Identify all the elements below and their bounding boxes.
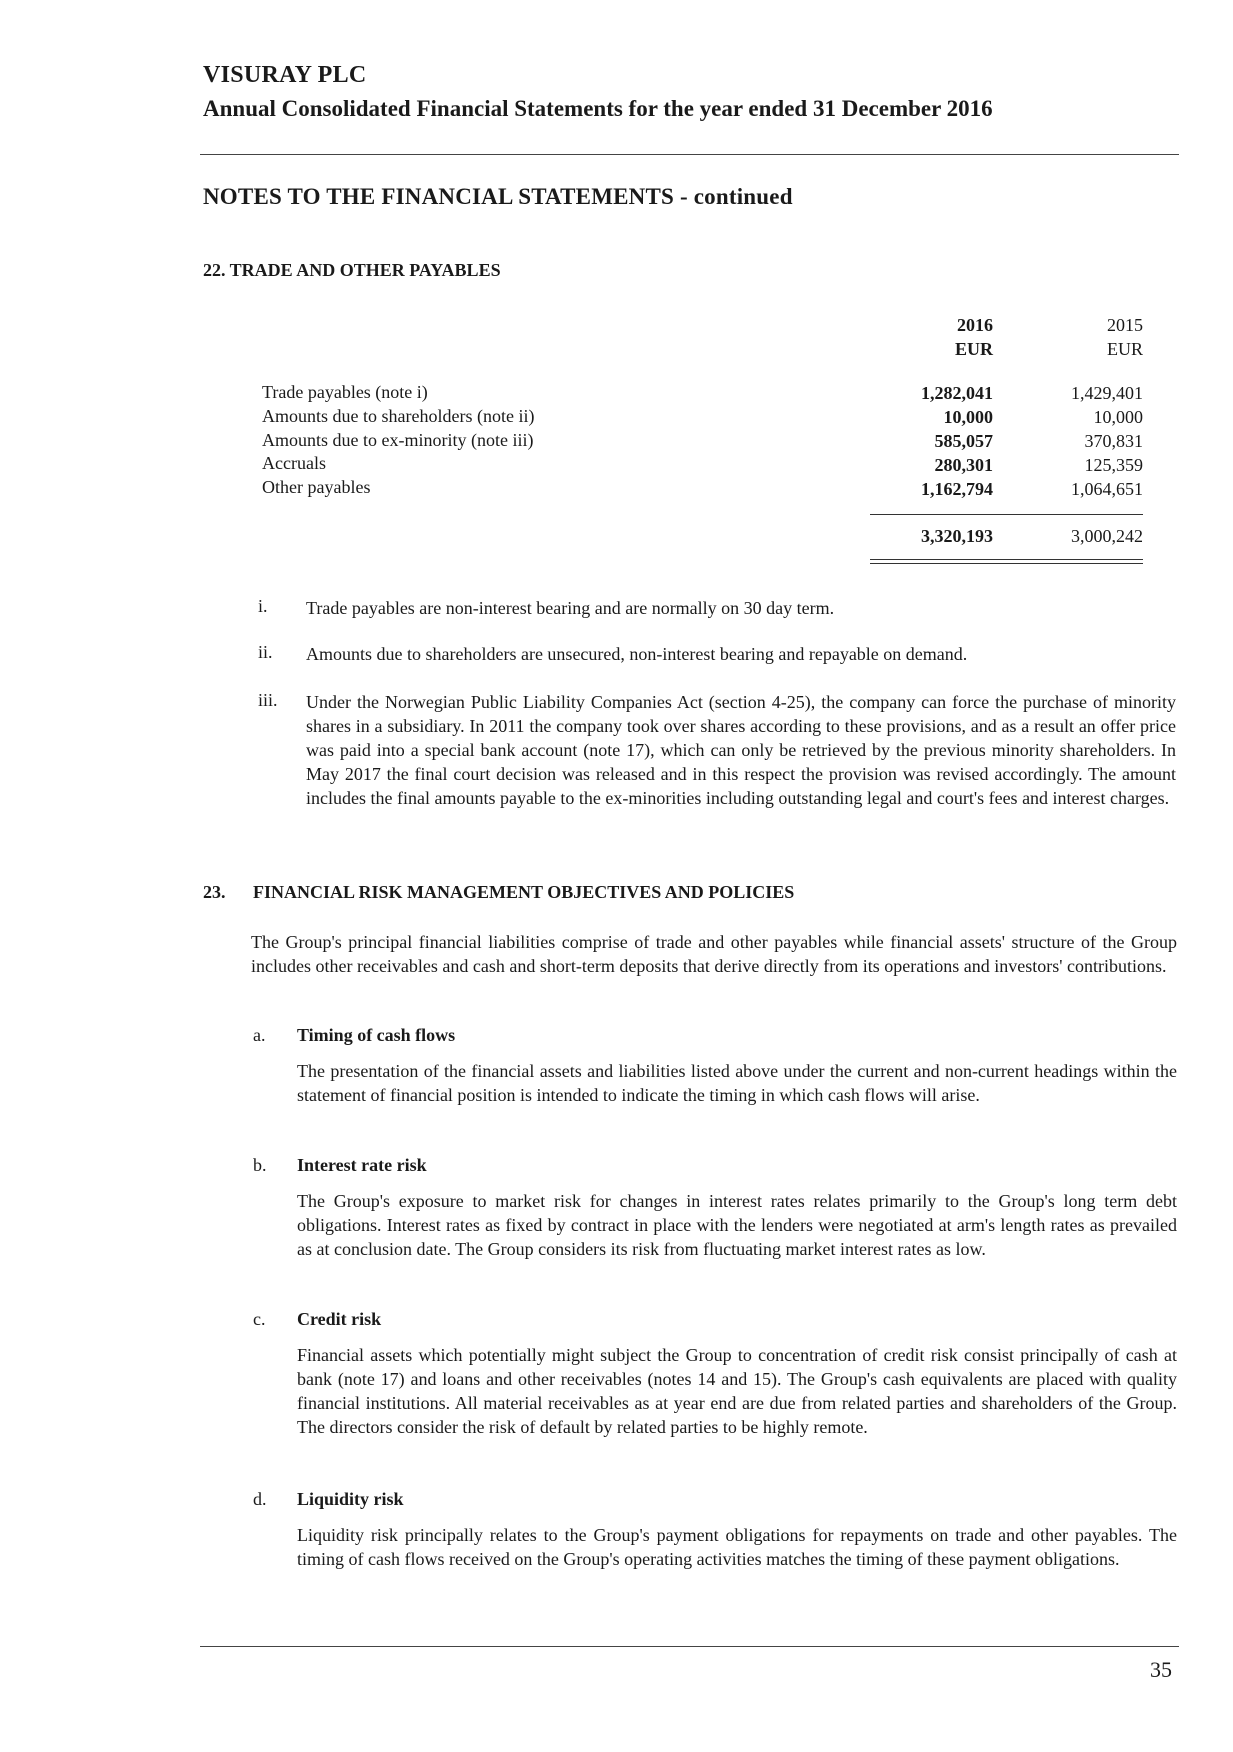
note-text: Under the Norwegian Public Liability Companies Act (section 4-25), the company can force the purchase of minority shares in a subsidiary. In 2011 the company took over shares according to these provisions, and as a result an offer price was paid into a special bank account (note 17), which can only be retrieved by the previous minority shareholders. In May 2017 the final court decision was released and in this respect the provision was revised accordingly. The amount includes the final amounts payable to the ex-minorities including outstanding legal and court's fees and interest charges.	[306, 692, 1176, 808]
row-label: Trade payables (note i)	[262, 382, 428, 402]
risk-text: Financial assets which potentially might subject the Group to concentration of credit risk consist principally of cash at bank (note 17) and loans and other receivables (notes 14 and 15). The Group's cash equivalents are placed with quality financial institutions. All material receivables as at year end are due from related parties and shareholders of the Group. The directors consider the risk of default by related parties to be highly remote.	[297, 1345, 1177, 1437]
company-name: VISURAY PLC	[203, 62, 367, 88]
col-2016-unit: EUR	[954, 339, 993, 359]
total-double-rule-top	[870, 559, 1143, 560]
col-2016-year: 2016	[957, 315, 993, 335]
value-2016: 1,162,794	[921, 479, 993, 499]
value-2016: 280,301	[934, 455, 993, 475]
total-2015: 3,000,242	[1071, 526, 1143, 546]
value-2016: 1,282,041	[921, 383, 993, 403]
risk-letter: d.	[253, 1489, 267, 1509]
note-text: Trade payables are non-interest bearing and are normally on 30 day term.	[306, 598, 835, 618]
risk-title: Liquidity risk	[297, 1489, 404, 1509]
value-2015: 125,359	[1084, 455, 1143, 475]
section-23-title: FINANCIAL RISK MANAGEMENT OBJECTIVES AND POLICIES	[253, 882, 795, 902]
risk-text: The Group's exposure to market risk for changes in interest rates relates primarily to the Group's long term debt obligations. Interest rates as fixed by contract in place with the lenders were negotiated at arm's length rates as prevailed as at conclusion date. The Group considers its risk from fluctuating market interest rates as low.	[297, 1191, 1177, 1259]
value-2015: 10,000	[1093, 407, 1143, 427]
total-2016: 3,320,193	[921, 526, 993, 546]
footer-divider	[200, 1646, 1179, 1647]
value-2015: 370,831	[1084, 431, 1143, 451]
risk-letter: a.	[253, 1025, 266, 1045]
note-mark: ii.	[258, 642, 273, 662]
page-number: 35	[1150, 1657, 1172, 1682]
value-2015: 1,429,401	[1071, 383, 1143, 403]
col-2015-unit: EUR	[1107, 339, 1143, 359]
section-23-number: 23.	[203, 882, 226, 902]
header-divider	[200, 154, 1179, 155]
risk-text: The presentation of the financial assets and liabilities listed above under the current and non-current headings within the statement of financial position is intended to indicate the timing in which cash flows will arise.	[297, 1061, 1177, 1105]
row-label: Amounts due to ex-minority (note iii)	[262, 430, 534, 450]
value-2016: 585,057	[934, 431, 993, 451]
notes-title: NOTES TO THE FINANCIAL STATEMENTS - continued	[203, 184, 793, 209]
row-label: Other payables	[262, 477, 371, 497]
risk-text: Liquidity risk principally relates to the Group's payment obligations for repayments on trade and other payables. The timing of cash flows received on the Group's operating activities matches the timing of these payment obligations.	[297, 1525, 1177, 1569]
document-subtitle: Annual Consolidated Financial Statements for the year ended 31 December 2016	[203, 96, 993, 121]
risk-letter: b.	[253, 1155, 267, 1175]
section-22-title: 22. TRADE AND OTHER PAYABLES	[203, 260, 501, 280]
row-label: Accruals	[262, 453, 326, 473]
note-text: Amounts due to shareholders are unsecured, non-interest bearing and repayable on demand.	[306, 644, 968, 664]
note-mark: iii.	[258, 690, 278, 710]
risk-letter: c.	[253, 1309, 266, 1329]
total-double-rule-bottom	[870, 563, 1143, 564]
section-23-intro: The Group's principal financial liabilities comprise of trade and other payables while financial assets' structure of the Group includes other receivables and cash and short-term deposits that derive directly from its operations and investors' contributions.	[251, 932, 1177, 976]
row-label: Amounts due to shareholders (note ii)	[262, 406, 535, 426]
risk-title: Interest rate risk	[297, 1155, 427, 1175]
risk-title: Timing of cash flows	[297, 1025, 456, 1045]
note-mark: i.	[258, 596, 268, 616]
risk-title: Credit risk	[297, 1309, 382, 1329]
value-2015: 1,064,651	[1071, 479, 1143, 499]
subtotal-rule	[870, 514, 1143, 515]
col-2015-year: 2015	[1107, 315, 1143, 335]
value-2016: 10,000	[943, 407, 993, 427]
